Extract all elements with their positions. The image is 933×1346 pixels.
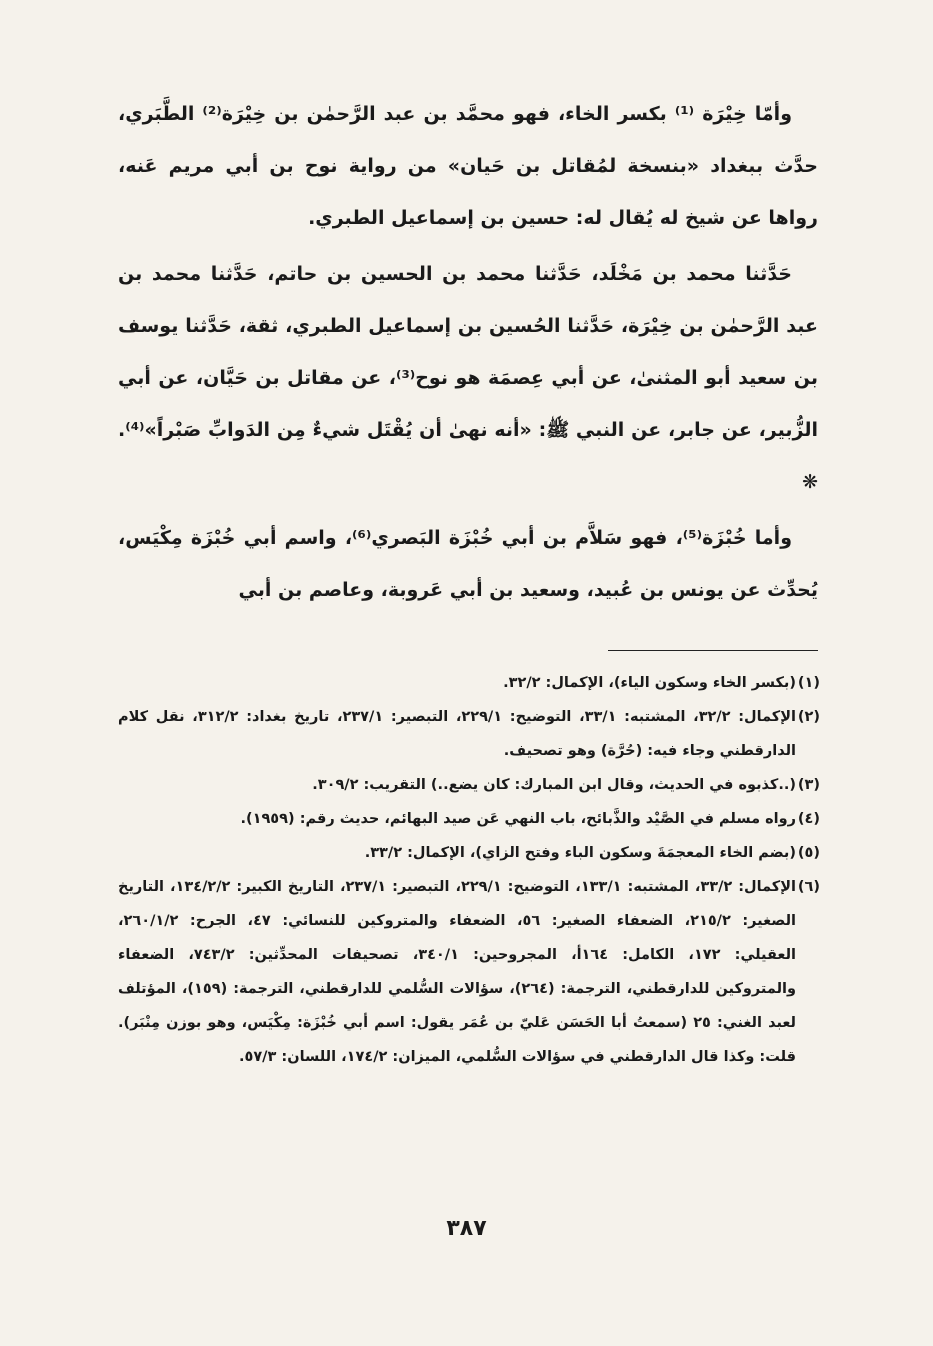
footnote-text: الإكمال: ٣٢/٢، المشتبه: ٣٣/١، التوضيح: ٢٢٩/١، التبصير: ٢٣٧/١، تاريخ بغداد: ٣١٢/٢، نقل كلام الدارقطني وجاء فيه: (حُرَّة) وهو تصحيف. xyxy=(118,709,796,759)
paragraph: وأما خُبْزَة⁽⁵⁾، فهو سَلاَّم بن أبي خُبْزَة البَصري⁽⁶⁾، واسم أبي خُبْزَة مِكْيَس، يُحدِّث عن يونس بن عُبيد، وسعيد بن أبي عَروبة، وعاصم بن أبي xyxy=(118,527,818,601)
footnote-number: (٤) xyxy=(797,811,820,827)
footnote-number: (٣) xyxy=(797,777,820,793)
footnote-text: رواه مسلم في الصَّيْد والذَّبائح، باب النهي عَن صيد البهائم، حديث رقم: (١٩٥٩). xyxy=(240,811,796,827)
paragraph: وأمّا خِيْرَة ⁽¹⁾ بكسر الخاء، فهو محمَّد بن عبد الرَّحمٰن بن خِيْرَة⁽²⁾ الطَّبَري، حدَّث ببغداد «بنسخة لمُقاتل بن حَيان» من رواية نوح بن أبي مريم عَنه، رواها عن شيخ له يُقال له: حسين بن إسماعيل الطبري. xyxy=(118,103,818,229)
footnote-separator xyxy=(608,650,818,651)
footnote xyxy=(118,836,820,870)
footnote-text: الإكمال: ٣٣/٢، المشتبه: ١٣٣/١، التوضيح: ٢٢٩/١، التبصير: ٢٣٧/١، التاريخ الكبير: ١٣٤/٢/٢، التاريخ الصغير: ٢١٥/٢، الضعفاء الصغير: ٥٦، الضعفاء والمتروكين للنسائي: ٤٧، الجرح: ٢٦٠/١/٢، العقيلي: ١٧٢، الكامل: ١٦٤أ، المجروحين: ٣٤٠/١، تصحيفات المحدِّثين: ٧٤٣/٢، الضعفاء والمتروكين للدارقطني، الترجمة: (٢٦٤)، سؤالات السُّلمي للدارقطني، الترجمة: (١٥٩)، المؤتلف لعبد الغني: ٢٥ (سمعتُ أبا الحَسَن عَليّ بن عُمَر يقول: اسم أبي خُبْزَة: مِكْيَس، وهو بوزن مِنْبَر). قلت: وكذا قال الدارقطني في سؤالات السُّلمي، الميزان: ١٧٤/٢، اللسان: ٥٧/٣. xyxy=(118,879,796,1065)
footnote-text: (بضم الخاء المعجمَةَ وسكون الباء وفتح الزاي)، الإكمال: ٣٣/٢. xyxy=(364,845,796,861)
footnote xyxy=(118,666,820,700)
footnotes xyxy=(118,666,820,1074)
footnote xyxy=(118,802,820,836)
footnote-text: (بكسر الخاء وسكون الياء)، الإكمال: ٣٢/٢. xyxy=(503,675,796,691)
paragraph: حَدَّثنا محمد بن مَخْلَد، حَدَّثنا محمد بن الحسين بن حاتم، حَدَّثنا محمد بن عبد الرَّحمٰن بن خِيْرَة، حَدَّثنا الحُسين بن إسماعيل الطبري، ثقة، حَدَّثنا يوسف بن سعيد أبو المثنىٰ، عن أبي عِصمَة هو نوح⁽³⁾، عن مقاتل بن حَيَّان، عن أبي الزُّبير، عن جابر، عن النبي ﷺ: «أنه نهىٰ أن يُقْتَل شيءٌ مِن الدَوابِّ صَبْراً»⁽⁴⁾. ❋ xyxy=(118,263,818,493)
footnote xyxy=(118,768,820,802)
footnote-number: (٢) xyxy=(797,709,820,725)
footnote-number: (١) xyxy=(797,675,820,691)
footnote-number: (٥) xyxy=(797,845,820,861)
footnote-number: (٦) xyxy=(797,879,820,895)
footnote xyxy=(118,700,820,768)
footnote-text: (..كذبوه في الحديث، وقال ابن المبارك: كان يضع..) التقريب: ٣٠٩/٢. xyxy=(312,777,796,793)
page-number: ٣٨٧ xyxy=(446,1216,487,1241)
main-text xyxy=(118,88,818,616)
footnote xyxy=(118,870,820,1074)
